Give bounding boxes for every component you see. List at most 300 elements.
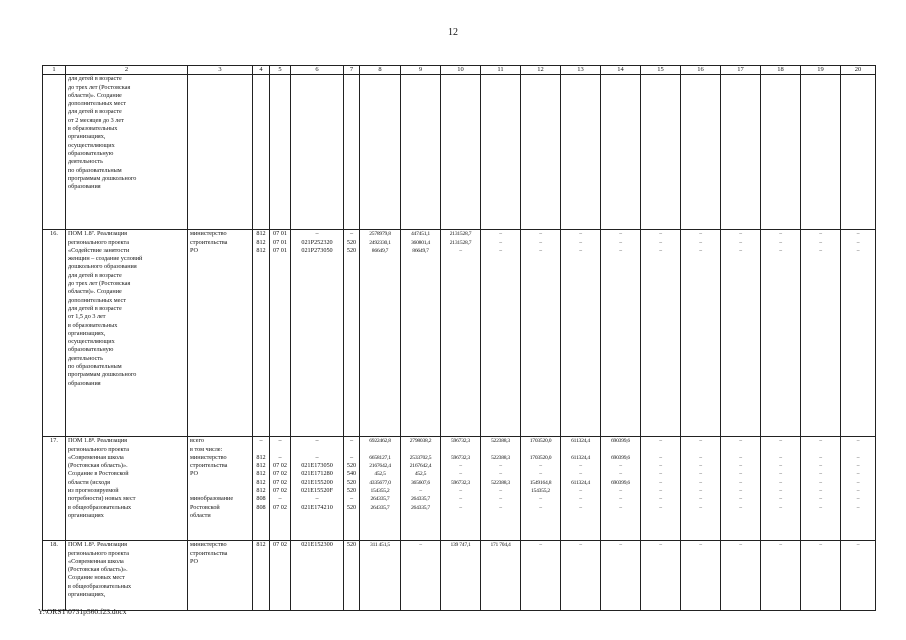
cell-line — [723, 550, 758, 558]
cell-line: – — [659, 247, 662, 254]
cell-line — [255, 446, 267, 454]
cell-line: 452,5 — [374, 471, 386, 478]
cell-line: 596732,3 — [451, 454, 470, 461]
description-line: женщин – создание условий — [68, 255, 143, 263]
column-header: 9 — [401, 66, 441, 75]
description-line: деятельность — [68, 354, 103, 362]
cell-line: РО — [190, 557, 198, 565]
value-cell — [270, 75, 291, 230]
cell-line — [483, 512, 518, 520]
cell-line: – — [499, 496, 502, 503]
cell-line — [443, 550, 478, 558]
description-line: программам дошкольного — [68, 371, 137, 379]
value-cell — [801, 230, 841, 437]
cell-line — [346, 558, 357, 566]
cell-line: – — [699, 504, 702, 511]
cell-line — [293, 512, 341, 520]
cell-line: – — [579, 471, 582, 478]
value-cell — [270, 541, 291, 611]
row-description — [66, 437, 188, 541]
cell-line: 520 — [346, 487, 357, 495]
cell-line: – — [499, 231, 502, 238]
cell-line: – — [459, 488, 462, 495]
cell-line: – — [699, 438, 702, 445]
executor-cell — [188, 437, 253, 541]
cell-line: – — [278, 437, 282, 445]
cell-line: – — [856, 463, 860, 470]
cell-line: – — [579, 231, 582, 238]
cell-line — [362, 550, 398, 558]
cell-line: 520 — [346, 246, 357, 254]
executor-cell — [188, 230, 253, 437]
cell-line: в том числе: — [190, 445, 223, 453]
cell-line: министерство — [190, 453, 227, 461]
cell-line: – — [619, 488, 622, 495]
cell-line: – — [699, 542, 702, 549]
cell-line: – — [619, 239, 622, 246]
executor-cell — [188, 75, 253, 230]
cell-line — [643, 558, 678, 566]
cell-line — [803, 558, 838, 566]
cell-line: строительства — [190, 238, 228, 246]
cell-line — [403, 550, 438, 558]
value-cell — [291, 75, 344, 230]
value-cell — [721, 230, 761, 437]
cell-line: – — [259, 437, 263, 445]
value-cell — [521, 75, 561, 230]
description-line: регионального проекта — [68, 238, 130, 246]
cell-line — [563, 446, 598, 454]
cell-line: – — [819, 471, 822, 478]
cell-line: – — [819, 231, 822, 238]
cell-line: – — [699, 247, 702, 254]
cell-line: – — [856, 488, 860, 495]
cell-line: 171 704,4 — [490, 542, 511, 549]
value-cell — [360, 541, 401, 611]
cell-line: – — [779, 504, 782, 511]
cell-line — [763, 446, 798, 454]
value-cell — [441, 230, 481, 437]
column-header: 19 — [801, 66, 841, 75]
cell-line: 360801,4 — [411, 239, 430, 246]
cell-line: – — [579, 247, 582, 254]
cell-line — [272, 558, 288, 566]
cell-line: – — [499, 463, 502, 470]
value-cell — [761, 75, 801, 230]
cell-line — [603, 558, 638, 566]
cell-line: – — [459, 504, 462, 511]
cell-line — [346, 512, 357, 520]
cell-line: 2131528,7 — [449, 231, 472, 238]
description-line: дополнительных мест — [68, 296, 127, 304]
cell-line: – — [739, 438, 742, 445]
value-cell — [641, 541, 681, 611]
cell-line — [272, 446, 288, 454]
cell-line: 021E171280 — [301, 470, 333, 478]
description-line: в образовательных — [68, 125, 118, 133]
cell-line: 264335,7 — [411, 496, 430, 503]
cell-line — [255, 550, 267, 558]
cell-line — [403, 512, 438, 520]
value-cell — [401, 75, 441, 230]
description-line: «Современная школа — [68, 453, 124, 461]
cell-line: – — [278, 495, 282, 503]
description-line: в общеобразовательных — [68, 503, 132, 511]
cell-line: 07 02 — [273, 541, 287, 549]
cell-line: – — [579, 463, 582, 470]
value-cell — [270, 230, 291, 437]
cell-line: области — [190, 511, 211, 519]
cell-line: 86649,7 — [371, 247, 389, 254]
cell-line: – — [819, 438, 822, 445]
description-line: организациях, — [68, 329, 106, 337]
value-cell — [401, 437, 441, 541]
cell-line: – — [659, 438, 662, 445]
cell-line: 2798038,2 — [409, 438, 432, 445]
column-header: 14 — [601, 66, 641, 75]
description-line: для детей в возрасте — [68, 304, 122, 312]
value-cell — [841, 75, 876, 230]
row-description — [66, 75, 188, 230]
cell-line: – — [539, 463, 542, 470]
cell-line: – — [315, 495, 319, 503]
cell-line: 021E173050 — [301, 462, 333, 470]
cell-line: строительства — [190, 549, 228, 557]
value-cell — [721, 541, 761, 611]
cell-line: – — [315, 230, 319, 238]
cell-line — [643, 512, 678, 520]
cell-line: 2167642,4 — [409, 463, 432, 470]
value-cell — [561, 75, 601, 230]
cell-line — [763, 558, 798, 566]
cell-line: 808 — [256, 503, 266, 511]
value-cell — [481, 437, 521, 541]
description-line: в образовательных — [68, 321, 118, 329]
cell-line: – — [739, 247, 742, 254]
value-cell — [291, 230, 344, 437]
cell-line: 690399,6 — [611, 479, 630, 486]
cell-line — [483, 550, 518, 558]
cell-line: 6922462,8 — [369, 438, 391, 445]
cell-line: – — [659, 471, 662, 478]
cell-line: – — [699, 496, 702, 503]
cell-line: – — [779, 479, 782, 486]
cell-line: 07 02 — [273, 470, 287, 478]
cell-line — [403, 446, 438, 454]
cell-line: – — [699, 488, 702, 495]
cell-line: – — [819, 454, 822, 461]
cell-line: – — [699, 454, 702, 461]
page-number: 12 — [448, 27, 458, 38]
executor-cell — [188, 541, 253, 611]
description-line: «Современная школа — [68, 557, 124, 565]
cell-line — [843, 550, 873, 558]
cell-line: – — [579, 488, 582, 495]
cell-line — [723, 558, 758, 566]
description-line: дошкольного образования — [68, 263, 137, 271]
column-header: 8 — [360, 66, 401, 75]
cell-line — [362, 512, 398, 520]
cell-line — [443, 446, 478, 454]
description-line: из прогнозируемой — [68, 487, 119, 495]
cell-line: – — [659, 239, 662, 246]
cell-line: – — [659, 454, 662, 461]
value-cell — [641, 437, 681, 541]
cell-line: 452,5 — [414, 471, 427, 478]
cell-line: 1549164,8 — [529, 479, 552, 486]
value-cell — [721, 437, 761, 541]
description-line: образования — [68, 183, 101, 191]
cell-line: – — [539, 247, 542, 254]
cell-line — [843, 446, 873, 454]
cell-line: – — [856, 239, 860, 246]
cell-line: – — [739, 542, 742, 549]
cell-line: 540 — [346, 470, 357, 478]
description-line: ПОМ 1.8⁹. Реализация — [68, 541, 128, 549]
value-cell — [401, 230, 441, 437]
cell-line — [563, 512, 598, 520]
cell-line: – — [539, 542, 542, 549]
value-cell — [481, 541, 521, 611]
cell-line — [843, 512, 873, 520]
cell-line — [443, 512, 478, 520]
cell-line — [563, 550, 598, 558]
value-cell — [291, 541, 344, 611]
column-header: 1 — [43, 66, 66, 75]
value-cell — [253, 437, 270, 541]
cell-line: – — [349, 437, 354, 445]
cell-line: – — [819, 479, 822, 486]
description-line: для детей в возрасте — [68, 75, 122, 83]
description-line: Создание новых мест — [68, 574, 125, 582]
column-header: 18 — [761, 66, 801, 75]
cell-line: – — [856, 438, 860, 445]
column-header: 16 — [681, 66, 721, 75]
row-description — [66, 541, 188, 611]
cell-line: 520 — [346, 503, 357, 511]
cell-line: 021E174210 — [301, 503, 333, 511]
cell-line: 1703520,0 — [529, 438, 552, 445]
cell-line: – — [349, 453, 354, 461]
value-cell — [344, 437, 360, 541]
cell-line — [483, 558, 518, 566]
cell-line: – — [539, 471, 542, 478]
cell-line: – — [659, 542, 662, 549]
description-line: в общеобразовательных — [68, 582, 132, 590]
cell-line — [763, 550, 798, 558]
cell-line — [603, 550, 638, 558]
cell-line: – — [856, 479, 860, 486]
value-cell — [270, 437, 291, 541]
cell-line — [272, 512, 288, 520]
cell-line: – — [779, 438, 782, 445]
cell-line: – — [739, 239, 742, 246]
cell-line — [523, 558, 558, 566]
value-cell — [601, 230, 641, 437]
value-cell — [761, 230, 801, 437]
cell-line: 07 01 — [273, 230, 287, 238]
cell-line: – — [499, 247, 502, 254]
value-cell — [681, 230, 721, 437]
cell-line: – — [539, 231, 542, 238]
description-line: для детей в возрасте — [68, 108, 122, 116]
cell-line: 2492330,1 — [369, 239, 391, 246]
cell-line — [603, 446, 638, 454]
cell-line: – — [499, 488, 502, 495]
cell-line: – — [819, 239, 822, 246]
cell-line: всего — [190, 437, 204, 445]
description-line: области)». Создание — [68, 91, 122, 99]
value-cell — [441, 541, 481, 611]
cell-line — [683, 550, 718, 558]
cell-line — [523, 550, 558, 558]
cell-line: – — [539, 496, 542, 503]
description-line: по образовательным — [68, 363, 122, 371]
cell-line: 812 — [256, 478, 266, 486]
footer-file-path: Y:\ORST\0731p560.f23.docx — [38, 607, 127, 616]
description-line: потребности) новых мест — [68, 495, 136, 503]
description-line: области (исходя — [68, 478, 111, 486]
description-line: от 2 месяцев до 3 лет — [68, 116, 124, 124]
value-cell — [761, 541, 801, 611]
cell-line: – — [459, 471, 462, 478]
cell-line: 6658127,1 — [369, 454, 391, 461]
cell-line: – — [856, 504, 860, 511]
cell-line: – — [699, 471, 702, 478]
value-cell — [401, 541, 441, 611]
cell-line — [293, 446, 341, 454]
cell-line: – — [659, 463, 662, 470]
cell-line: 2167642,4 — [369, 463, 391, 470]
cell-line — [723, 512, 758, 520]
value-cell — [253, 230, 270, 437]
cell-line — [643, 550, 678, 558]
cell-line: – — [779, 542, 782, 549]
value-cell — [344, 541, 360, 611]
value-cell — [481, 75, 521, 230]
cell-line — [523, 512, 558, 520]
cell-line — [803, 550, 838, 558]
description-line: программам дошкольного — [68, 174, 137, 182]
cell-line: – — [819, 504, 822, 511]
cell-line: – — [315, 437, 319, 445]
description-line: дополнительных мест — [68, 100, 127, 108]
cell-line: – — [499, 504, 502, 511]
value-cell — [681, 437, 721, 541]
row-number — [43, 75, 66, 230]
cell-line — [346, 550, 357, 558]
budget-table — [42, 65, 876, 611]
value-cell — [841, 230, 876, 437]
cell-line: – — [619, 542, 622, 549]
cell-line — [723, 446, 758, 454]
cell-line: – — [819, 488, 822, 495]
cell-line — [272, 550, 288, 558]
cell-line: 07 02 — [273, 503, 287, 511]
cell-line: – — [739, 231, 742, 238]
value-cell — [561, 541, 601, 611]
cell-line: 154355,2 — [531, 488, 550, 495]
cell-line — [190, 479, 250, 487]
cell-line: 021E155200 — [301, 478, 333, 486]
cell-line: – — [819, 496, 822, 503]
cell-line — [255, 558, 267, 566]
description-line: регионального проекта — [68, 549, 130, 557]
cell-line: 812 — [256, 230, 266, 238]
cell-line: – — [579, 239, 582, 246]
cell-line: 812 — [256, 487, 266, 495]
cell-line: – — [278, 453, 282, 461]
value-cell — [521, 230, 561, 437]
cell-line: Ростовской — [190, 503, 220, 511]
cell-line: 611324,4 — [571, 438, 590, 445]
cell-line — [683, 558, 718, 566]
cell-line: 522388,3 — [491, 454, 510, 461]
cell-line: 690399,6 — [611, 438, 630, 445]
value-cell — [841, 437, 876, 541]
cell-line: – — [579, 504, 582, 511]
value-cell — [641, 230, 681, 437]
description-line: области)». Создание — [68, 288, 122, 296]
cell-line: – — [779, 239, 782, 246]
cell-line: – — [856, 231, 860, 238]
cell-line: 447451,1 — [411, 231, 430, 238]
value-cell — [253, 541, 270, 611]
cell-line: 520 — [346, 238, 357, 246]
description-line: образовательную — [68, 346, 114, 354]
cell-line — [683, 512, 718, 520]
cell-line: – — [739, 463, 742, 470]
cell-line: – — [856, 247, 860, 254]
cell-line: – — [779, 247, 782, 254]
cell-line: – — [779, 463, 782, 470]
cell-line: 596732,3 — [451, 479, 470, 486]
cell-line: – — [539, 239, 542, 246]
cell-line: министерство — [190, 230, 227, 238]
cell-line: 812 — [256, 541, 266, 549]
description-line: осуществляющих — [68, 141, 115, 149]
cell-line: – — [419, 488, 422, 495]
value-cell — [360, 75, 401, 230]
cell-line: министерство — [190, 541, 227, 549]
table-row — [43, 230, 876, 437]
cell-line: 812 — [256, 462, 266, 470]
value-cell — [761, 437, 801, 541]
column-header: 12 — [521, 66, 561, 75]
cell-line: строительства — [190, 462, 228, 470]
value-cell — [801, 437, 841, 541]
cell-line — [255, 512, 267, 520]
value-cell — [441, 437, 481, 541]
cell-line: – — [739, 496, 742, 503]
cell-line: 4335677,0 — [369, 479, 391, 486]
value-cell — [601, 75, 641, 230]
cell-line: – — [499, 471, 502, 478]
column-header: 11 — [481, 66, 521, 75]
cell-line — [803, 446, 838, 454]
column-header: 10 — [441, 66, 481, 75]
cell-line: – — [739, 504, 742, 511]
cell-line: 021E152300 — [301, 541, 333, 549]
cell-line: – — [659, 504, 662, 511]
description-line: организациях, — [68, 591, 106, 599]
cell-line: – — [579, 496, 582, 503]
cell-line: – — [779, 488, 782, 495]
cell-line: – — [419, 542, 422, 549]
value-cell — [344, 230, 360, 437]
description-line: деятельность — [68, 158, 103, 166]
cell-line — [293, 550, 341, 558]
